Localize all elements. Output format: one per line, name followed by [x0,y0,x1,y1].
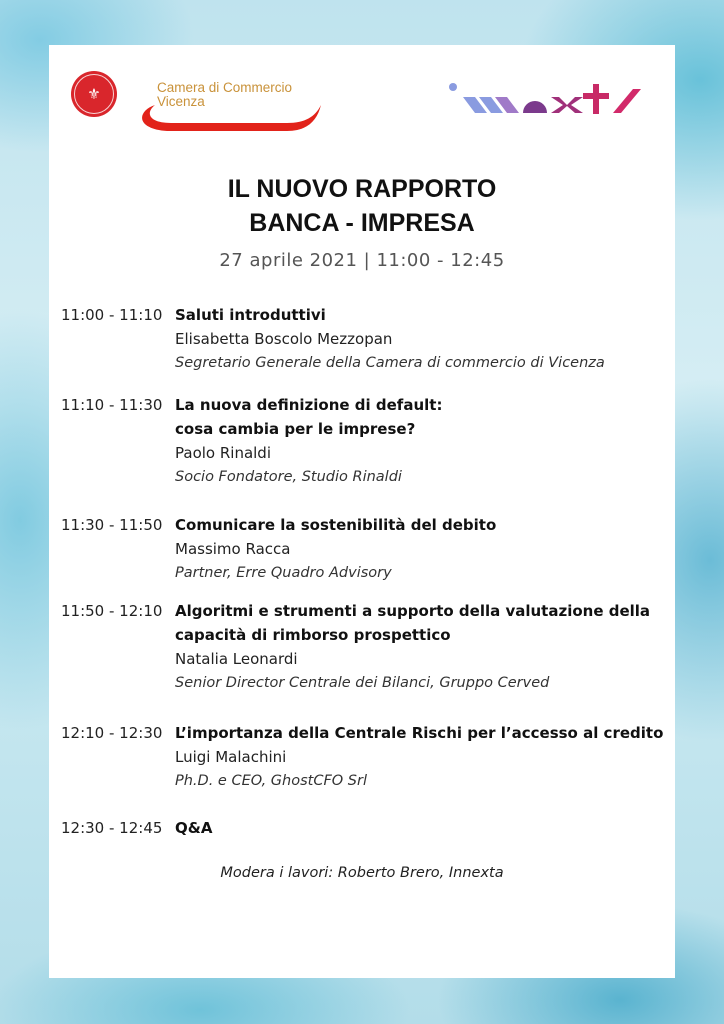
agenda-role: Segretario Generale della Camera di commercio di Vicenza [175,355,605,371]
agenda-topic: L’importanza della Centrale Rischi per l’accesso al credito [175,724,664,742]
innexta-logo [445,75,645,125]
agenda-card [49,45,675,978]
agenda-role: Partner, Erre Quadro Advisory [175,565,392,581]
camera-swoosh-icon [127,101,327,141]
agenda-speaker: Elisabetta Boscolo Mezzopan [175,330,393,348]
moderator-note: Modera i lavori: Roberto Brero, Innexta [220,865,504,881]
agenda-role: Senior Director Centrale dei Bilanci, Gruppo Cerved [175,675,550,691]
agenda-time: 12:30 - 12:45 [61,819,163,837]
agenda-speaker: Massimo Racca [175,540,291,558]
agenda-speaker: Natalia Leonardi [175,650,298,668]
title-line2: BANCA - IMPRESA [249,209,475,237]
agenda-speaker: Luigi Malachini [175,748,287,766]
agenda-role: Ph.D. e CEO, GhostCFO Srl [175,773,368,789]
agenda-topic: Comunicare la sostenibilità del debito [175,516,497,534]
agenda-topic: cosa cambia per le imprese? [175,420,416,438]
page-title [49,172,675,240]
agenda-topic: Saluti introduttivi [175,306,326,324]
agenda-time: 11:30 - 11:50 [61,516,163,534]
agenda-time: 11:00 - 11:10 [61,306,163,324]
camera-commercio-logo [71,67,331,147]
date-time: 27 aprile 2021 | 11:00 - 12:45 [219,250,505,271]
title-line1: IL NUOVO RAPPORTO [227,175,497,203]
agenda-time: 11:50 - 12:10 [61,602,163,620]
agenda-role: Socio Fondatore, Studio Rinaldi [175,469,402,485]
agenda-time: 11:10 - 11:30 [61,396,163,414]
camera-line2: Vicenza [157,94,205,109]
agenda-topic: Q&A [175,819,213,837]
camera-line1: Camera di Commercio [157,80,293,95]
agenda-topic: La nuova definizione di default: [175,396,443,414]
agenda-topic: Algoritmi e strumenti a supporto della valutazione della [175,602,651,620]
agenda-speaker: Paolo Rinaldi [175,444,271,462]
vicenza-seal-icon: ⚜ [71,71,117,117]
agenda-time: 12:10 - 12:30 [61,724,163,742]
agenda-topic: capacità di rimborso prospettico [175,626,451,644]
